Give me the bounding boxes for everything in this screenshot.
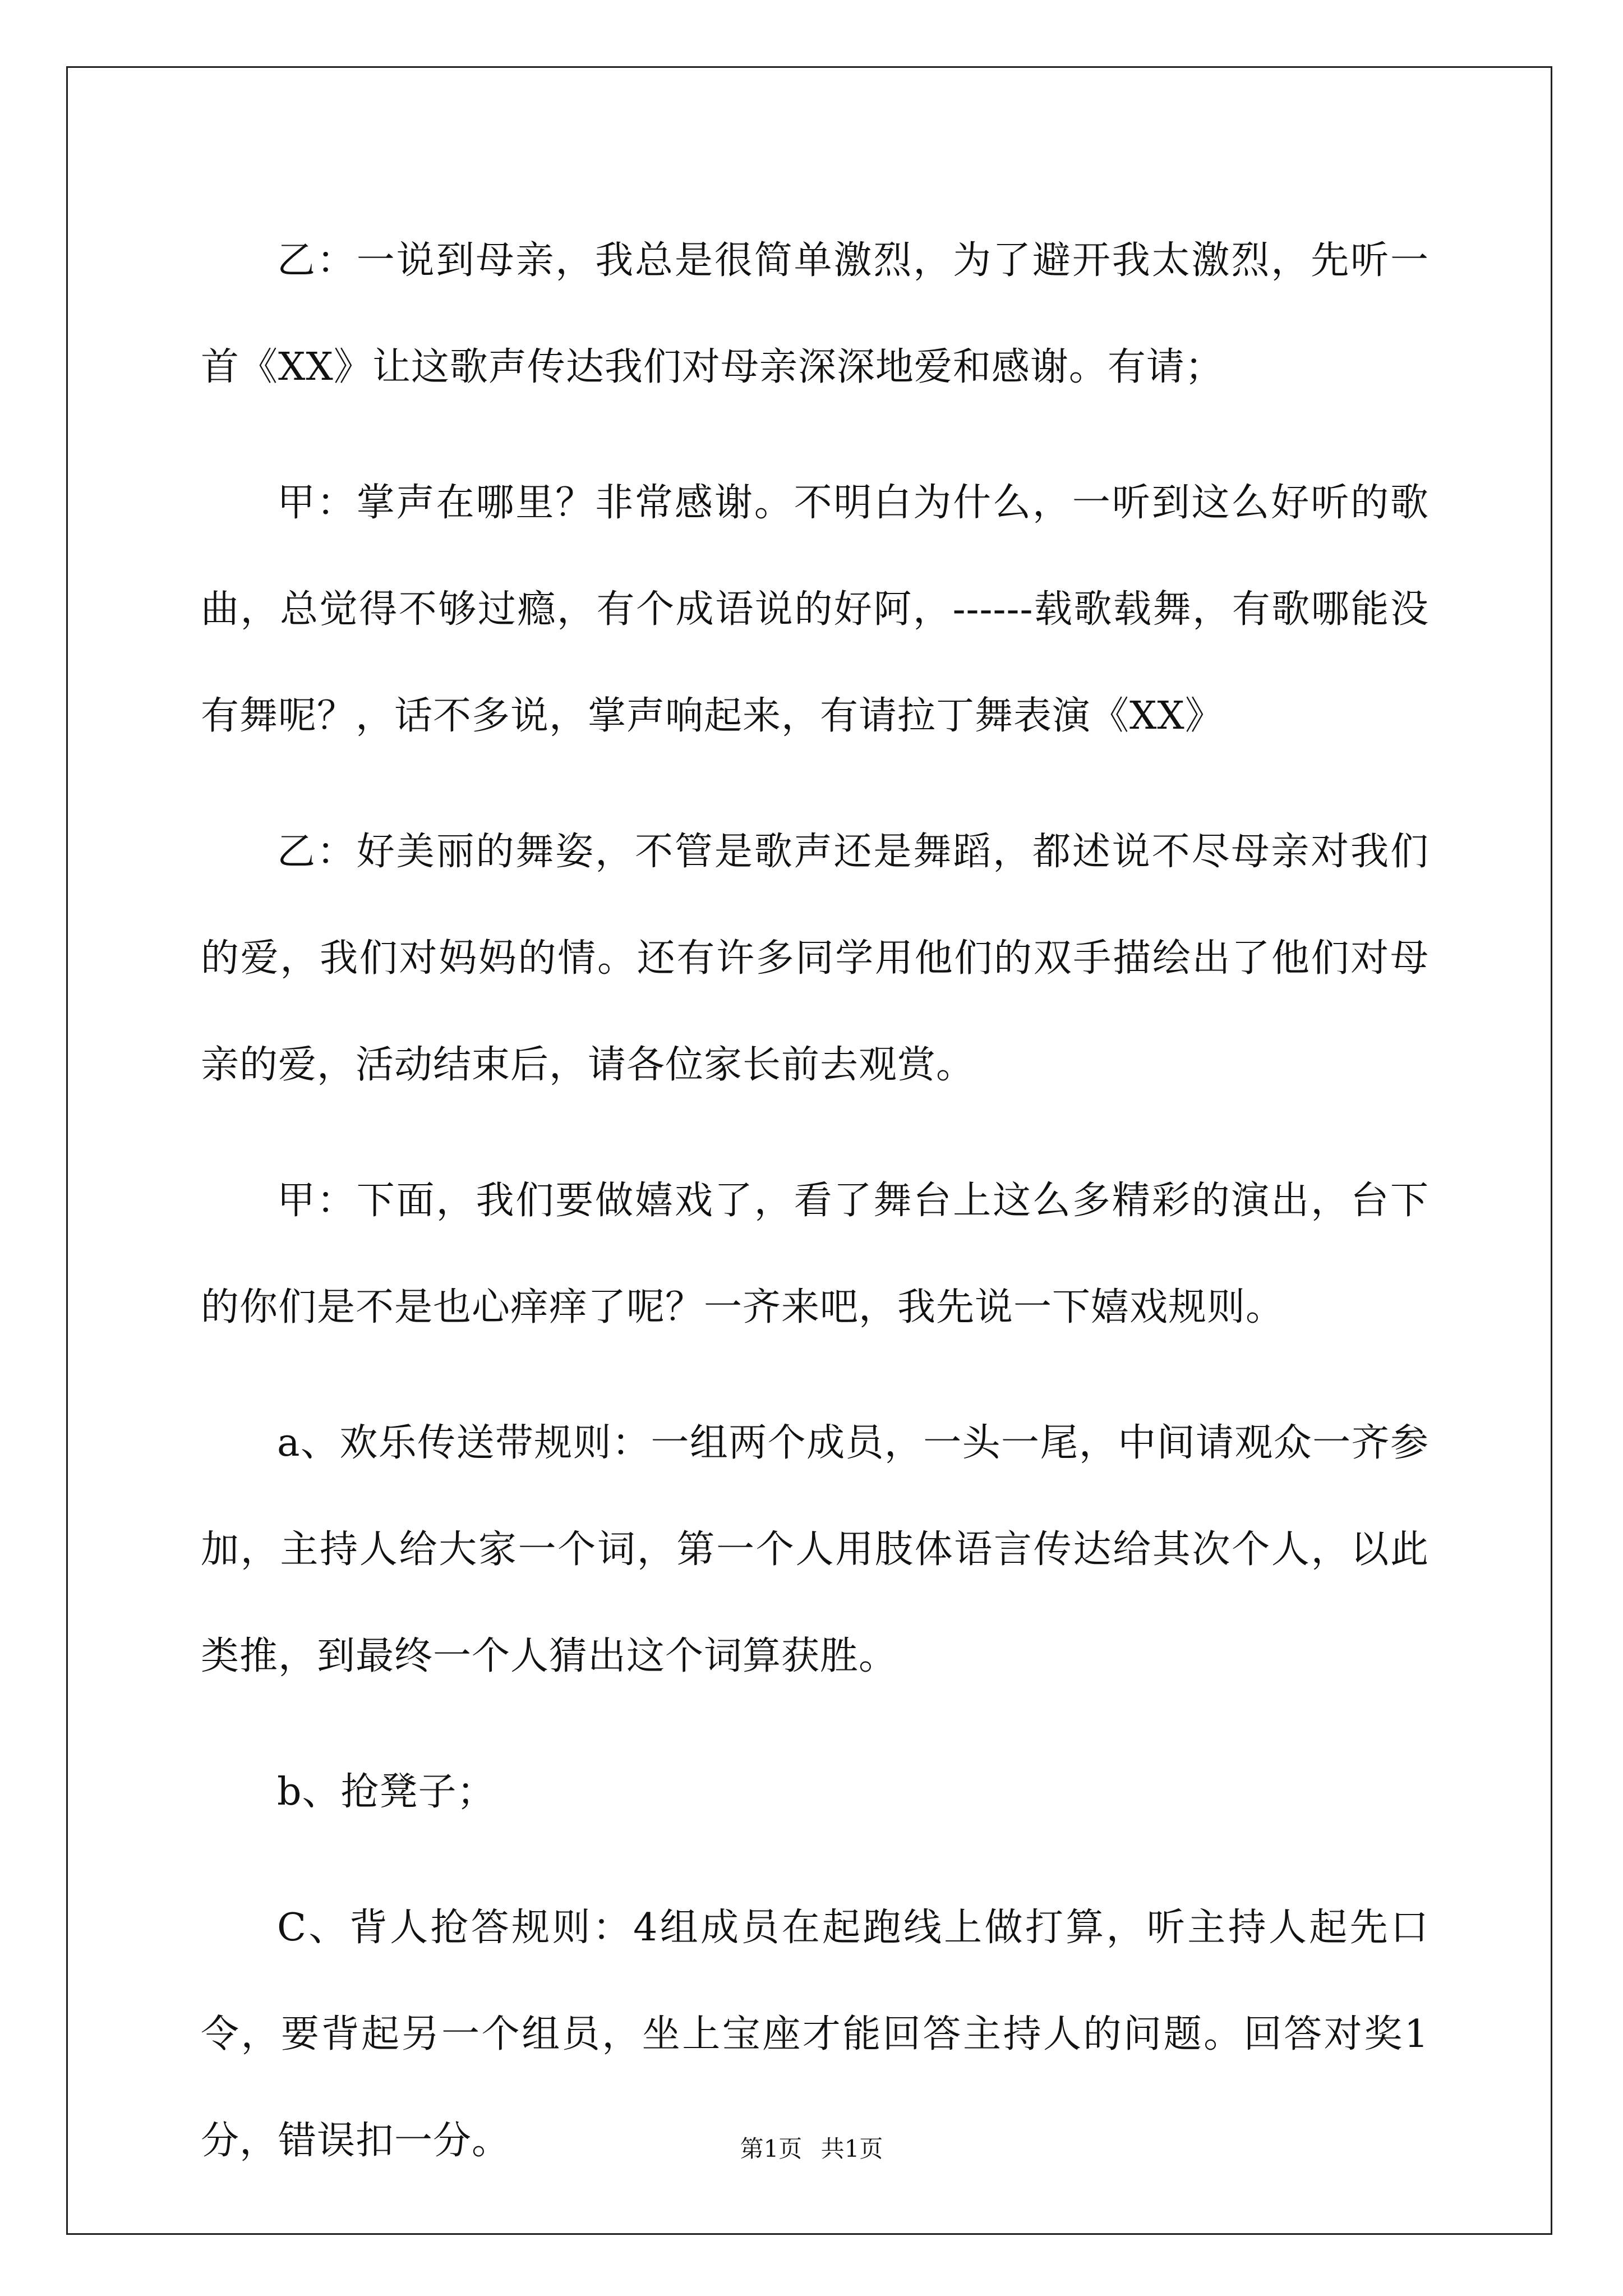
paragraph: 乙：好美丽的舞姿，不管是歌声还是舞蹈，都述说不尽母亲对我们的爱，我们对妈妈的情。还有许多同学用他们的双手描绘出了他们对母亲的爱，活动结束后，请各位家长前去观赏。 <box>201 830 1429 1087</box>
paragraph: b、抢凳子； <box>277 1770 496 1814</box>
paragraph: 乙：一说到母亲，我总是很简单激烈，为了避开我太激烈，先听一首《XX》让这歌声传达我们对母亲深深地爱和感谢。有请； <box>201 238 1429 389</box>
paragraph: 甲：下面，我们要做嬉戏了，看了舞台上这么多精彩的演出，台下的你们是不是也心痒痒了呢？一齐来吧，我先说一下嬉戏规则。 <box>201 1179 1429 1329</box>
page-number: 第1页 <box>740 2135 803 2162</box>
paragraph: a、欢乐传送带规则：一组两个成员，一头一尾，中间请观众一齐参加，主持人给大家一个词，第一个人用肢体语言传达给其次个人，以此类推，到最终一个人猜出这个词算获胜。 <box>201 1421 1429 1678</box>
document-body <box>201 208 1429 2224</box>
page-footer <box>0 2131 1623 2164</box>
paragraph: C、背人抢答规则：4组成员在起跑线上做打算，听主持人起先口令，要背起另一个组员，坐上宝座才能回答主持人的问题。回答对奖1分，错误扣一分。 <box>201 1906 1429 2163</box>
paragraph: 甲：掌声在哪里？非常感谢。不明白为什么，一听到这么好听的歌曲，总觉得不够过瘾，有个成语说的好阿，------载歌载舞，有歌哪能没有舞呢？，话不多说，掌声响起来，有请拉丁舞表演《XX》 <box>201 481 1429 738</box>
page-total: 共1页 <box>820 2135 883 2162</box>
